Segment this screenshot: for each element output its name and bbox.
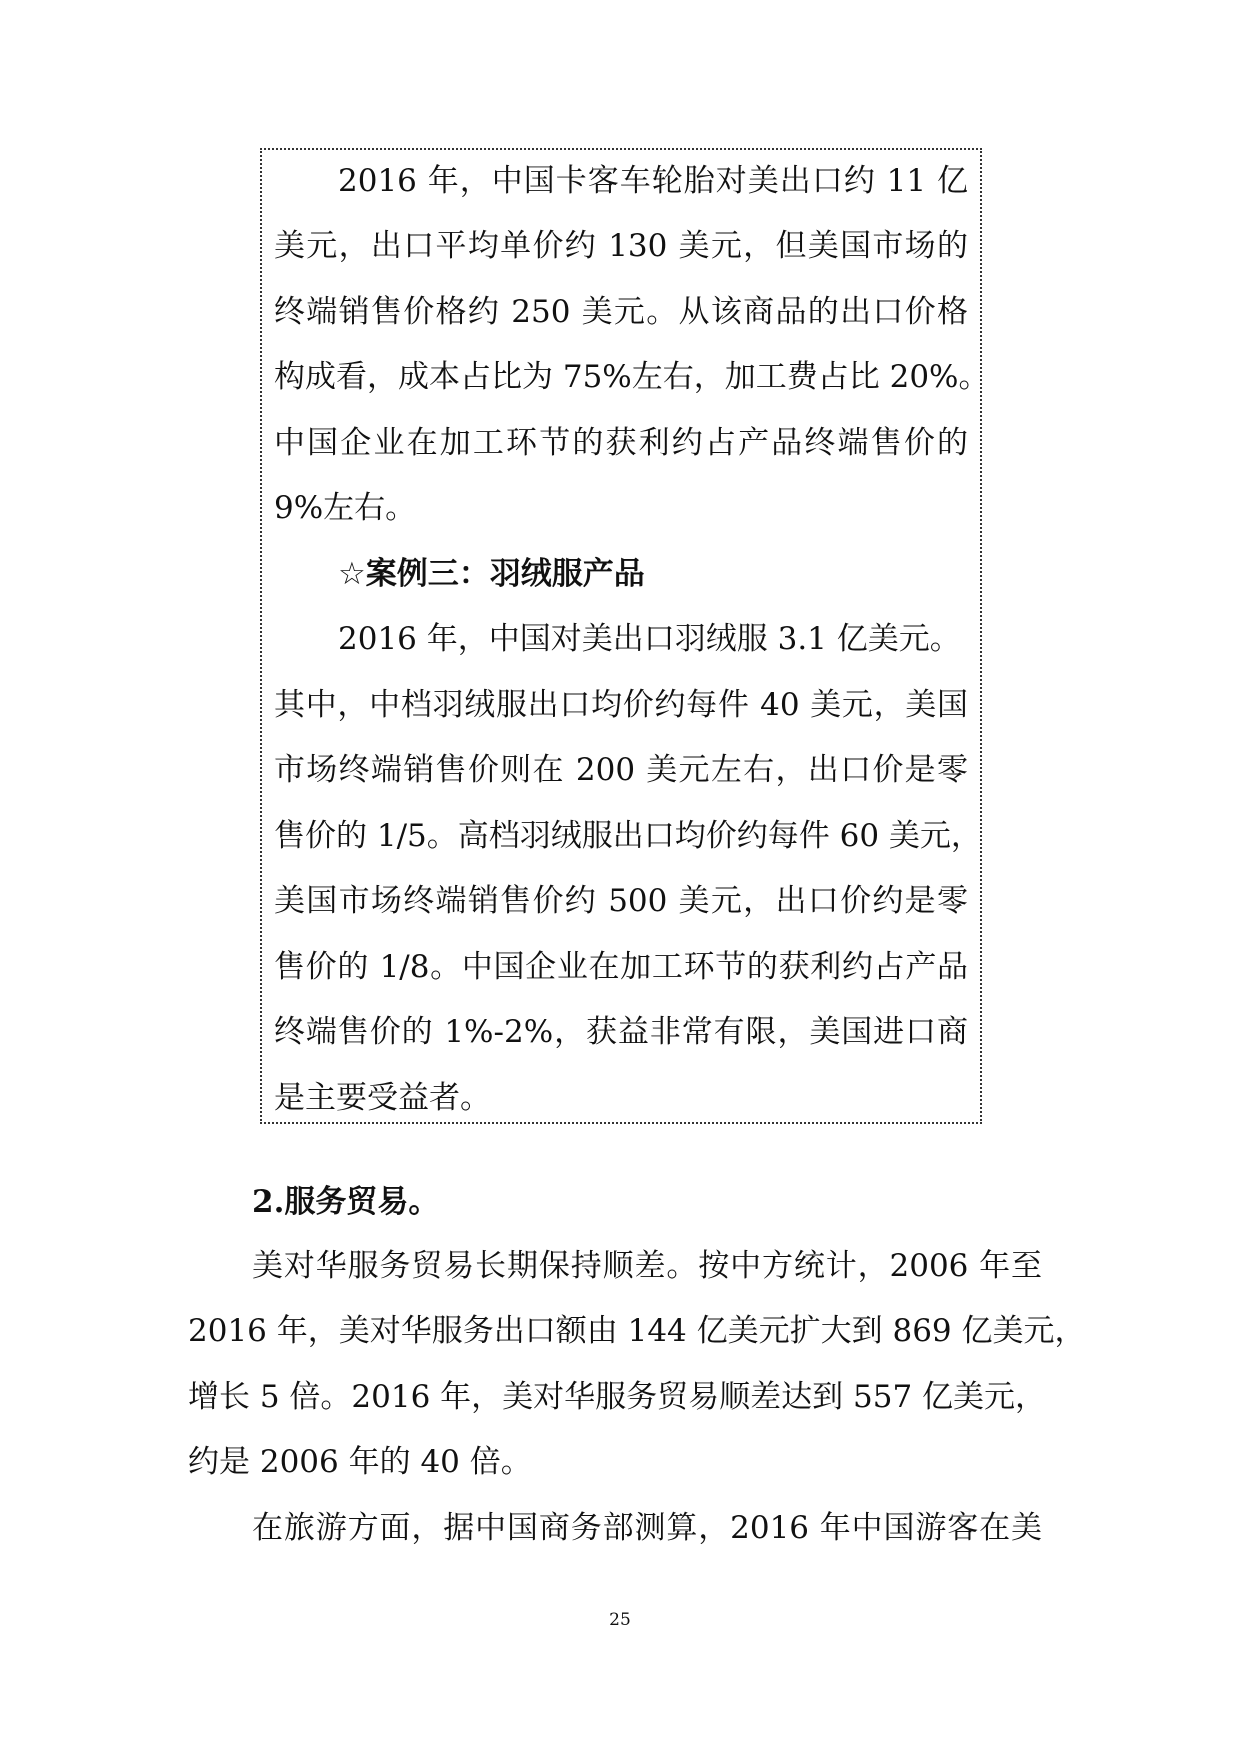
body-paragraph-line: 美对华服务贸易长期保持顺差。按中方统计，2006 年至: [252, 1248, 1042, 1284]
body-paragraph-line: 在旅游方面，据中国商务部测算，2016 年中国游客在美: [252, 1510, 1042, 1546]
body-paragraph-line: 2016 年，美对华服务出口额由 144 亿美元扩大到 869 亿美元，: [188, 1313, 1086, 1349]
box-paragraph-line: 美元，出口平均单价约 130 美元，但美国市场的: [274, 228, 968, 264]
box-paragraph-line: 2016 年，中国卡客车轮胎对美出口约 11 亿: [338, 163, 968, 199]
body-paragraph-line: 增长 5 倍。2016 年，美对华服务贸易顺差达到 557 亿美元，: [188, 1379, 1047, 1415]
body-paragraph-line: 约是 2006 年的 40 倍。: [188, 1444, 532, 1480]
box-paragraph-line: 售价的 1/5。高档羽绒服出口均价约每件 60 美元，: [274, 818, 982, 854]
box-paragraph-line: 市场终端销售价则在 200 美元左右，出口价是零: [274, 752, 968, 788]
box-paragraph-line: 是主要受益者。: [274, 1080, 491, 1116]
box-paragraph-line: 中国企业在加工环节的获利约占产品终端售价的: [274, 425, 968, 461]
box-paragraph-line: 9%左右。: [274, 490, 417, 526]
box-paragraph-line: 终端售价的 1%-2%，获益非常有限，美国进口商: [274, 1014, 968, 1050]
box-paragraph-line: 其中，中档羽绒服出口均价约每件 40 美元，美国: [274, 687, 968, 723]
box-paragraph-line: 售价的 1/8。中国企业在加工环节的获利约占产品: [274, 949, 968, 985]
box-paragraph-line: 2016 年，中国对美出口羽绒服 3.1 亿美元。: [338, 621, 961, 657]
case-heading: ☆案例三：羽绒服产品: [338, 556, 645, 592]
page-number: 25: [609, 1610, 631, 1630]
box-paragraph-line: 终端销售价格约 250 美元。从该商品的出口价格: [274, 294, 968, 330]
section-heading: 2.服务贸易。: [252, 1184, 440, 1220]
box-paragraph-line: 构成看，成本占比为 75%左右，加工费占比 20%。: [274, 359, 990, 395]
box-paragraph-line: 美国市场终端销售价约 500 美元，出口价约是零: [274, 883, 968, 919]
